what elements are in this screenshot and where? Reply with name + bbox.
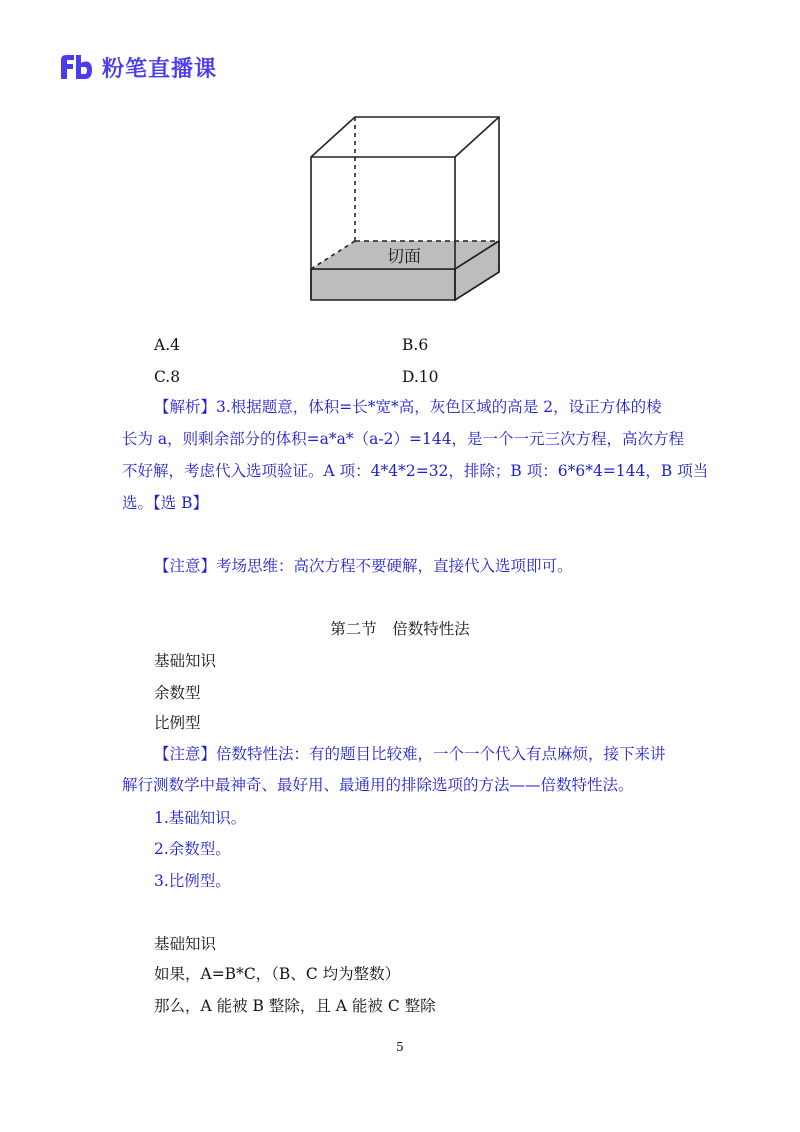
section-label: 切面 bbox=[387, 247, 421, 267]
shaded-front-face bbox=[311, 269, 455, 300]
basics-heading: 基础知识 bbox=[154, 935, 217, 953]
analysis-line: 选。【选 B】 bbox=[122, 494, 209, 512]
cube-figure bbox=[308, 114, 502, 306]
basics-line: 如果，A=B*C，（B、C 均为整数） bbox=[154, 965, 401, 983]
note-exam-tip: 【注意】考场思维：高次方程不要硬解，直接代入选项即可。 bbox=[154, 557, 573, 575]
option-a: A.4 bbox=[154, 336, 180, 354]
note-list-item: 3.比例型。 bbox=[154, 872, 231, 890]
brand-logo bbox=[58, 50, 217, 84]
note-method-line: 【注意】倍数特性法：有的题目比较难，一个一个代入有点麻烦，接下来讲 bbox=[154, 745, 666, 763]
outline-item: 基础知识 bbox=[154, 652, 217, 670]
fb-logo-icon bbox=[58, 52, 94, 82]
outline-item: 余数型 bbox=[154, 684, 201, 702]
analysis-line: 【解析】3.根据题意，体积=长*宽*高，灰色区域的高是 2，设正方体的棱 bbox=[154, 398, 662, 416]
note-list-item: 1.基础知识。 bbox=[154, 809, 247, 827]
analysis-line: 长为 a，则剩余部分的体积=a*a*（a-2）=144，是一个一元三次方程，高次方程 bbox=[122, 430, 685, 448]
option-b: B.6 bbox=[402, 336, 429, 354]
brand-name: 粉笔直播课 bbox=[102, 56, 218, 82]
page-number: 5 bbox=[396, 1040, 404, 1054]
note-list-item: 2.余数型。 bbox=[154, 840, 231, 858]
top-right-edge bbox=[455, 117, 499, 157]
note-method-line: 解行测数学中最神奇、最好用、最通用的排除选项的方法——倍数特性法。 bbox=[122, 776, 634, 794]
basics-line: 那么，A 能被 B 整除，且 A 能被 C 整除 bbox=[154, 997, 436, 1015]
analysis-line: 不好解，考虑代入选项验证。A 项：4*4*2=32，排除；B 项：6*6*4=144，B 项当 bbox=[122, 462, 709, 480]
section-title: 第二节 倍数特性法 bbox=[330, 620, 470, 638]
outline-item: 比例型 bbox=[154, 714, 201, 732]
option-d: D.10 bbox=[402, 368, 439, 386]
option-c: C.8 bbox=[154, 368, 181, 386]
